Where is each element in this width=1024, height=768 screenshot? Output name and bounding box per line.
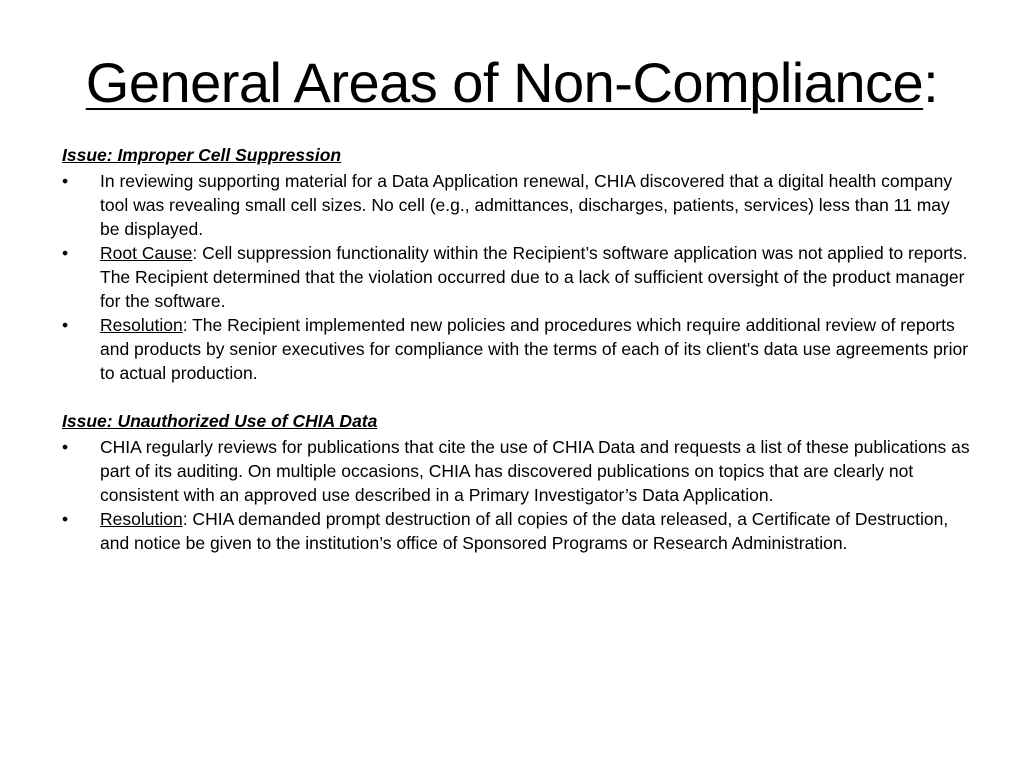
slide-body [62, 143, 972, 555]
bullet-item-resolution [62, 313, 972, 385]
resolution-label: Resolution [100, 315, 183, 335]
bullet-glyph: • [62, 315, 69, 335]
bullet-glyph: • [62, 243, 69, 263]
slide-title [0, 50, 1024, 116]
resolution-label: Resolution [100, 509, 183, 529]
bullet-text: In reviewing supporting material for a Data Application renewal, CHIA discovered that a digital health company tool was revealing small cell sizes. No cell (e.g., admittances, discharges, patients, services) less than 11 may be displayed. [100, 171, 953, 239]
bullet-glyph: • [62, 437, 69, 457]
bullet-item-root-cause [62, 241, 972, 313]
bullet-item-resolution [62, 507, 972, 555]
bullet-list-unauthorized-use [62, 435, 972, 555]
bullet-text: : Cell suppression functionality within the Recipient’s software application was not applied to reports. The Recipient determined that the violation occurred due to a lack of sufficient oversight of the product manager for the software. [100, 243, 968, 311]
issue-heading-cell-suppression: Issue: Improper Cell Suppression [62, 145, 342, 165]
bullet-text: : The Recipient implemented new policies and procedures which require additional review of reports and products by senior executives for compliance with the terms of each of its client's data use agreements prior to actual production. [100, 315, 969, 383]
bullet-text: CHIA regularly reviews for publications that cite the use of CHIA Data and requests a list of these publications as part of its auditing. On multiple occasions, CHIA has discovered publications on topics that are clearly not consistent with an approved use described in a Primary Investigator’s Data Application. [100, 437, 970, 505]
root-cause-label: Root Cause [100, 243, 193, 263]
bullet-list-cell-suppression [62, 169, 972, 385]
slide-title-main: General Areas of Non-Compliance [85, 51, 924, 114]
bullet-glyph: • [62, 171, 69, 191]
slide-title-colon: : [923, 51, 939, 114]
bullet-item [62, 169, 972, 241]
issue-heading-unauthorized-use: Issue: Unauthorized Use of CHIA Data [62, 411, 378, 431]
bullet-item [62, 435, 972, 507]
bullet-text: : CHIA demanded prompt destruction of all copies of the data released, a Certificate of Destruction, and notice be given to the institution’s office of Sponsored Programs or Research Administration. [100, 509, 949, 553]
bullet-glyph: • [62, 509, 69, 529]
